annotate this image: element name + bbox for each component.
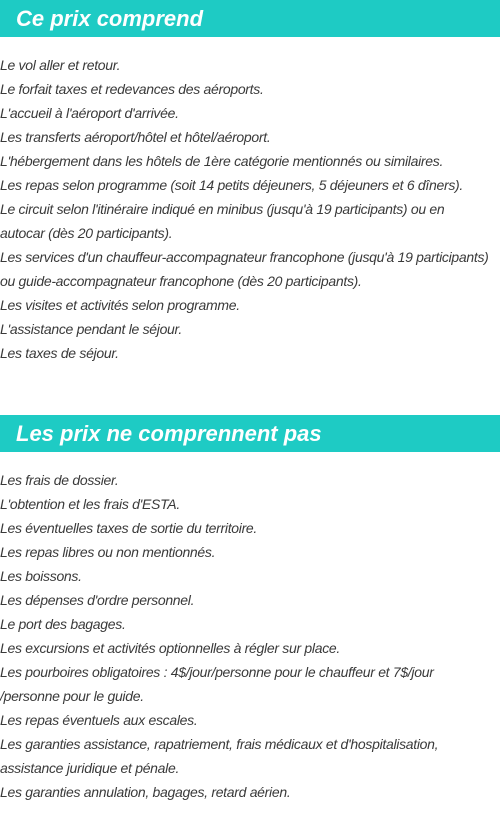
list-item: Le circuit selon l'itinéraire indiqué en minibus (jusqu'à 19 participants) ou en autocar (dès 20 participants).: [0, 201, 445, 241]
section-title-includes: Ce prix comprend: [0, 0, 500, 37]
list-item: Les repas libres ou non mentionnés.: [0, 544, 216, 560]
list-item: Les éventuelles taxes de sortie du territoire.: [0, 520, 258, 536]
list-item: Le forfait taxes et redevances des aéroports.: [0, 81, 264, 97]
section-title-excludes: Les prix ne comprennent pas: [0, 415, 500, 452]
list-item: Les dépenses d'ordre personnel.: [0, 592, 195, 608]
list-item: Les excursions et activités optionnelles à régler sur place.: [0, 640, 340, 656]
list-item: Les frais de dossier.: [0, 472, 119, 488]
list-item: Les repas éventuels aux escales.: [0, 712, 198, 728]
list-item: Les taxes de séjour.: [0, 345, 119, 361]
list-item: Les services d'un chauffeur-accompagnateur francophone (jusqu'à 19 participants) ou guide-accompagnateur francophone (dès 20 participants).: [0, 249, 489, 289]
list-item: L'assistance pendant le séjour.: [0, 321, 182, 337]
list-item: Les garanties assistance, rapatriement, frais médicaux et d'hospitalisation, assistance juridique et pénale.: [0, 736, 439, 776]
excludes-list: [0, 468, 500, 804]
list-item: L'accueil à l'aéroport d'arrivée.: [0, 105, 179, 121]
list-item: Les transferts aéroport/hôtel et hôtel/aéroport.: [0, 129, 271, 145]
list-item: Les boissons.: [0, 568, 82, 584]
list-item: Le vol aller et retour.: [0, 57, 121, 73]
list-item: L'obtention et les frais d'ESTA.: [0, 496, 180, 512]
list-item: L'hébergement dans les hôtels de 1ère catégorie mentionnés ou similaires.: [0, 153, 444, 169]
list-item: Les repas selon programme (soit 14 petits déjeuners, 5 déjeuners et 6 dîners).: [0, 177, 463, 193]
list-item: Le port des bagages.: [0, 616, 126, 632]
includes-list: [0, 53, 500, 365]
list-item: Les pourboires obligatoires : 4$/jour/personne pour le chauffeur et 7$/jour /personne pour le guide.: [0, 664, 434, 704]
list-item: Les visites et activités selon programme.: [0, 297, 240, 313]
list-item: Les garanties annulation, bagages, retard aérien.: [0, 784, 291, 800]
